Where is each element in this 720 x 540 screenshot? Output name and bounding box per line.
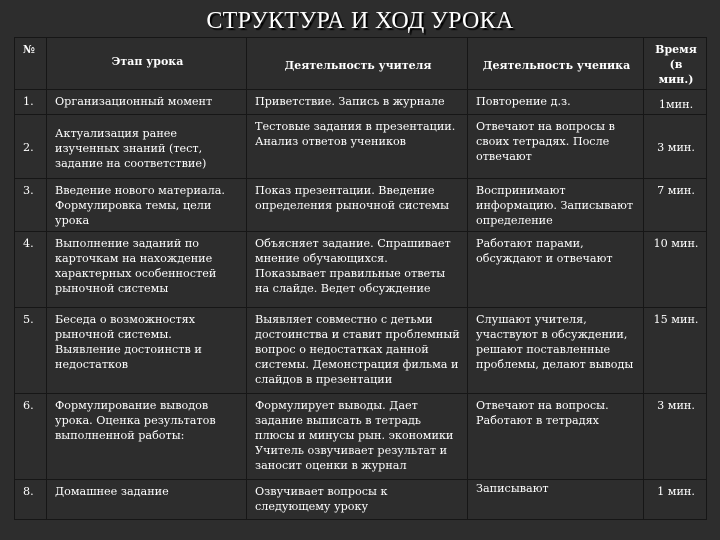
table-row: [15, 115, 707, 179]
table-row: [15, 179, 707, 232]
slide-title: СТРУКТУРА И ХОД УРОКА: [206, 8, 514, 34]
row-teacher-activity: Выявляет совместно с детьми достоинства и ставит проблемный вопрос о недостатках данной системы. Демонстрация фильма и слайдов в презентации: [247, 308, 468, 394]
table-header-row: [15, 38, 707, 90]
header-num: №: [15, 38, 47, 90]
row-time: 3 мин.: [644, 115, 707, 179]
table-row: [15, 308, 707, 394]
row-num: 1.: [15, 90, 47, 115]
row-time: 10 мин.: [644, 232, 707, 308]
header-time-line2: (в мин.): [658, 58, 694, 86]
row-student-activity: Слушают учителя, участвуют в обсуждении, решают поставленные проблемы, делают выводы: [468, 308, 644, 394]
row-student-activity: Повторение д.з.: [468, 90, 644, 115]
row-student-activity: Отвечают на вопросы в своих тетрадях. После отвечают: [468, 115, 644, 179]
row-teacher-activity: Приветствие. Запись в журнале: [247, 90, 468, 115]
table-row: [15, 394, 707, 480]
row-num: 8.: [15, 480, 47, 520]
header-time-line1: Время: [655, 43, 697, 56]
row-teacher-activity: Тестовые задания в презентации. Анализ ответов учеников: [247, 115, 468, 179]
row-time: 7 мин.: [644, 179, 707, 232]
row-num: 6.: [15, 394, 47, 480]
table-row: [15, 480, 707, 520]
row-stage: Формулирование выводов урока. Оценка результатов выполненной работы:: [47, 394, 247, 480]
row-num: 5.: [15, 308, 47, 394]
row-student-activity: Отвечают на вопросы. Работают в тетрадях: [468, 394, 644, 480]
row-teacher-activity: Показ презентации. Введение определения рыночной системы: [247, 179, 468, 232]
row-stage: Организационный момент: [47, 90, 247, 115]
row-time: 3 мин.: [644, 394, 707, 480]
row-teacher-activity: Озвучивает вопросы к следующему уроку: [247, 480, 468, 520]
row-stage: Домашнее задание: [47, 480, 247, 520]
row-stage: Беседа о возможностях рыночной системы. Выявление достоинств и недостатков: [47, 308, 247, 394]
row-time: 15 мин.: [644, 308, 707, 394]
row-num: 3.: [15, 179, 47, 232]
header-time: [644, 38, 707, 90]
row-time: 1 мин.: [644, 480, 707, 520]
row-student-activity: Воспринимают информацию. Записывают определение: [468, 179, 644, 232]
row-teacher-activity: Формулирует выводы. Дает задание выписать в тетрадь плюсы и минусы рын. экономики Учитель озвучивает результат и заносит оценки в журнал: [247, 394, 468, 480]
row-num: 2.: [15, 115, 47, 179]
row-student-activity: Работают парами, обсуждают и отвечают: [468, 232, 644, 308]
header-student: Деятельность ученика: [468, 38, 644, 90]
row-num: 4.: [15, 232, 47, 308]
row-stage: Выполнение заданий по карточкам на нахождение характерных особенностей рыночной системы: [47, 232, 247, 308]
table-row: [15, 90, 707, 115]
row-stage: Введение нового материала. Формулировка темы, цели урока: [47, 179, 247, 232]
header-stage: Этап урока: [47, 38, 247, 90]
table-row: [15, 232, 707, 308]
row-student-activity: Записывают: [468, 480, 644, 520]
row-time: 1мин.: [644, 90, 707, 115]
row-stage: Актуализация ранее изученных знаний (тест, задание на соответствие): [47, 115, 247, 179]
lesson-structure-table: [14, 37, 707, 520]
row-teacher-activity: Объясняет задание. Спрашивает мнение обучающихся. Показывает правильные ответы на слайде. Ведет обсуждение: [247, 232, 468, 308]
header-teacher: Деятельность учителя: [247, 38, 468, 90]
